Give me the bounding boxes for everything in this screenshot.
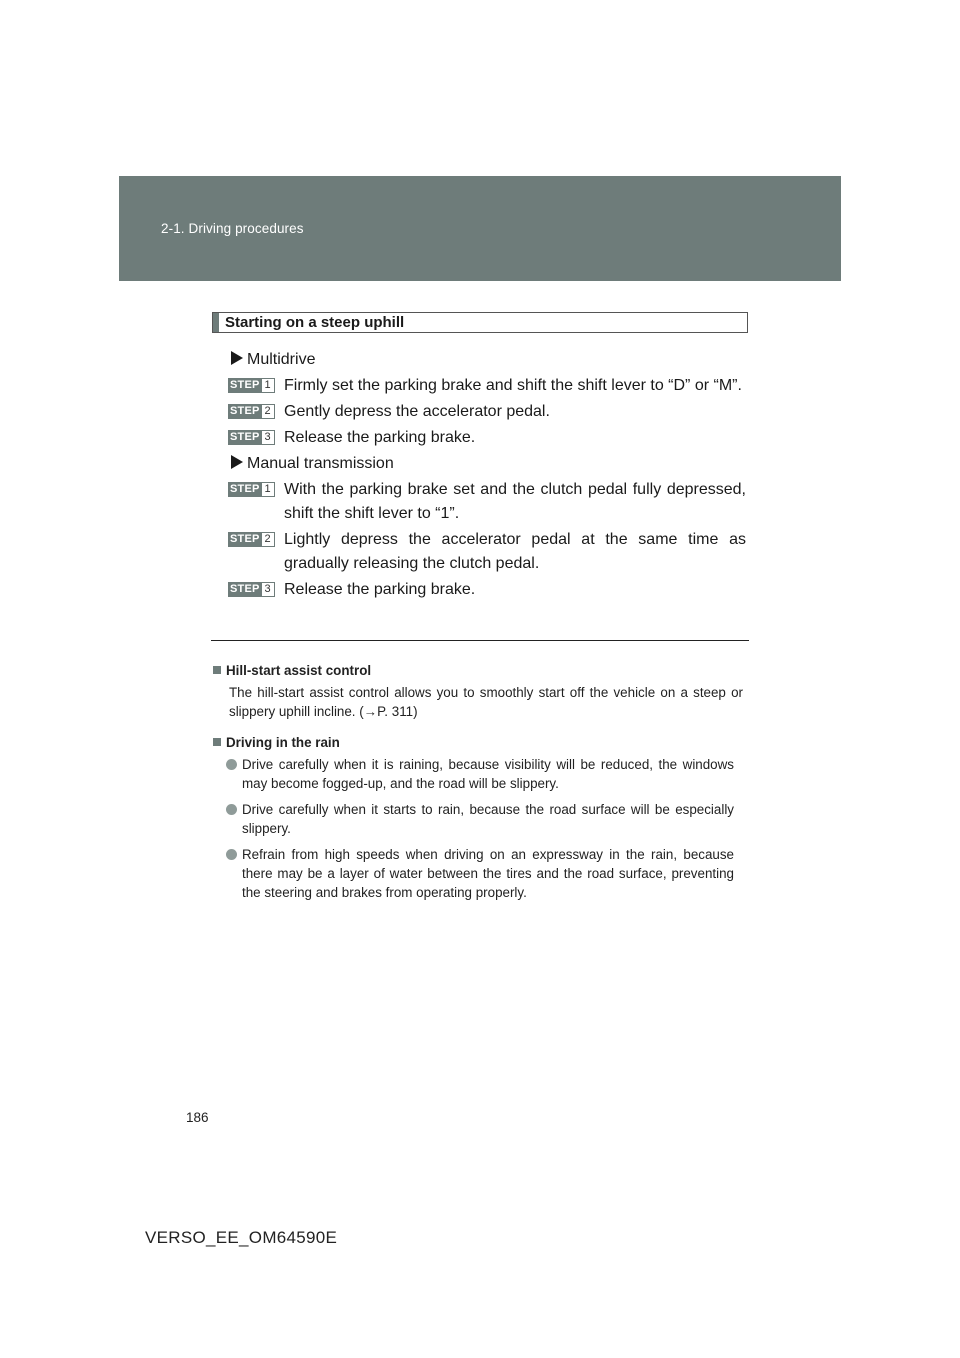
page-number: 186 (186, 1110, 209, 1125)
bullet-text: Drive carefully when it starts to rain, because the road surface will be especially slippery. (242, 802, 734, 836)
step-word: STEP (230, 379, 260, 391)
note-title-text: Hill-start assist control (226, 663, 372, 678)
step-word: STEP (230, 431, 260, 443)
step-badge (228, 404, 275, 419)
procedure-content (228, 348, 746, 604)
list-item (213, 845, 743, 902)
step-item (228, 400, 746, 424)
variant-label: Manual transmission (247, 455, 394, 472)
step-text: Firmly set the parking brake and shift the shift lever to “D” or “M”. (284, 377, 742, 394)
list-item (213, 755, 743, 793)
notes-section (213, 661, 743, 909)
step-item (228, 374, 746, 398)
section-heading (212, 312, 748, 333)
round-bullet-icon (226, 849, 237, 860)
bullet-text: Refrain from high speeds when driving on an expressway in the rain, because there may be a layer of water between the tires and the road surface, preventing the steering and brakes from operating properly. (242, 847, 734, 900)
step-badge (228, 430, 275, 445)
step-number: 3 (262, 582, 275, 597)
step-item (228, 478, 746, 526)
section-title: 2-1. Driving procedures (161, 221, 304, 236)
variant-manual-transmission (228, 452, 746, 476)
bullet-text: Drive carefully when it is raining, because visibility will be reduced, the windows may become fogged-up, and the road will be slippery. (242, 757, 734, 791)
document-code: VERSO_EE_OM64590E (145, 1228, 338, 1247)
step-item (228, 578, 746, 602)
step-number: 1 (262, 482, 275, 497)
step-number: 3 (262, 430, 275, 445)
step-word: STEP (230, 533, 260, 545)
step-word: STEP (230, 483, 260, 495)
step-badge (228, 582, 275, 597)
note-body-hill-start: The hill-start assist control allows you to smoothly start off the vehicle on a steep or slippery uphill incline. (→P. 311) (229, 685, 743, 719)
note-title-rain (213, 733, 743, 752)
step-number: 2 (262, 404, 275, 419)
note-title-hill-start (213, 661, 743, 680)
step-badge (228, 532, 275, 547)
note-title-text: Driving in the rain (226, 735, 340, 750)
step-text: Release the parking brake. (284, 581, 476, 598)
step-text: Gently depress the accelerator pedal. (284, 403, 550, 420)
round-bullet-icon (226, 759, 237, 770)
square-bullet-icon (213, 666, 221, 674)
step-item (228, 528, 746, 576)
step-number: 2 (262, 532, 275, 547)
header-band (119, 176, 841, 281)
heading-text: Starting on a steep uphill (225, 314, 405, 331)
step-badge (228, 482, 275, 497)
step-word: STEP (230, 405, 260, 417)
step-item (228, 426, 746, 450)
step-text: With the parking brake set and the clutch pedal fully depressed, shift the shift lever to “1”. (284, 481, 746, 522)
step-word: STEP (230, 583, 260, 595)
heading-accent-bar (213, 313, 219, 332)
triangle-pointer-icon (231, 455, 243, 469)
round-bullet-icon (226, 804, 237, 815)
square-bullet-icon (213, 738, 221, 746)
list-item (213, 800, 743, 838)
variant-multidrive (228, 348, 746, 372)
step-text: Release the parking brake. (284, 429, 476, 446)
step-badge (228, 378, 275, 393)
step-number: 1 (262, 378, 275, 393)
step-text: Lightly depress the accelerator pedal at the same time as gradually releasing the clutch pedal. (284, 531, 746, 572)
triangle-pointer-icon (231, 351, 243, 365)
variant-label: Multidrive (247, 351, 316, 368)
section-divider (211, 640, 749, 641)
